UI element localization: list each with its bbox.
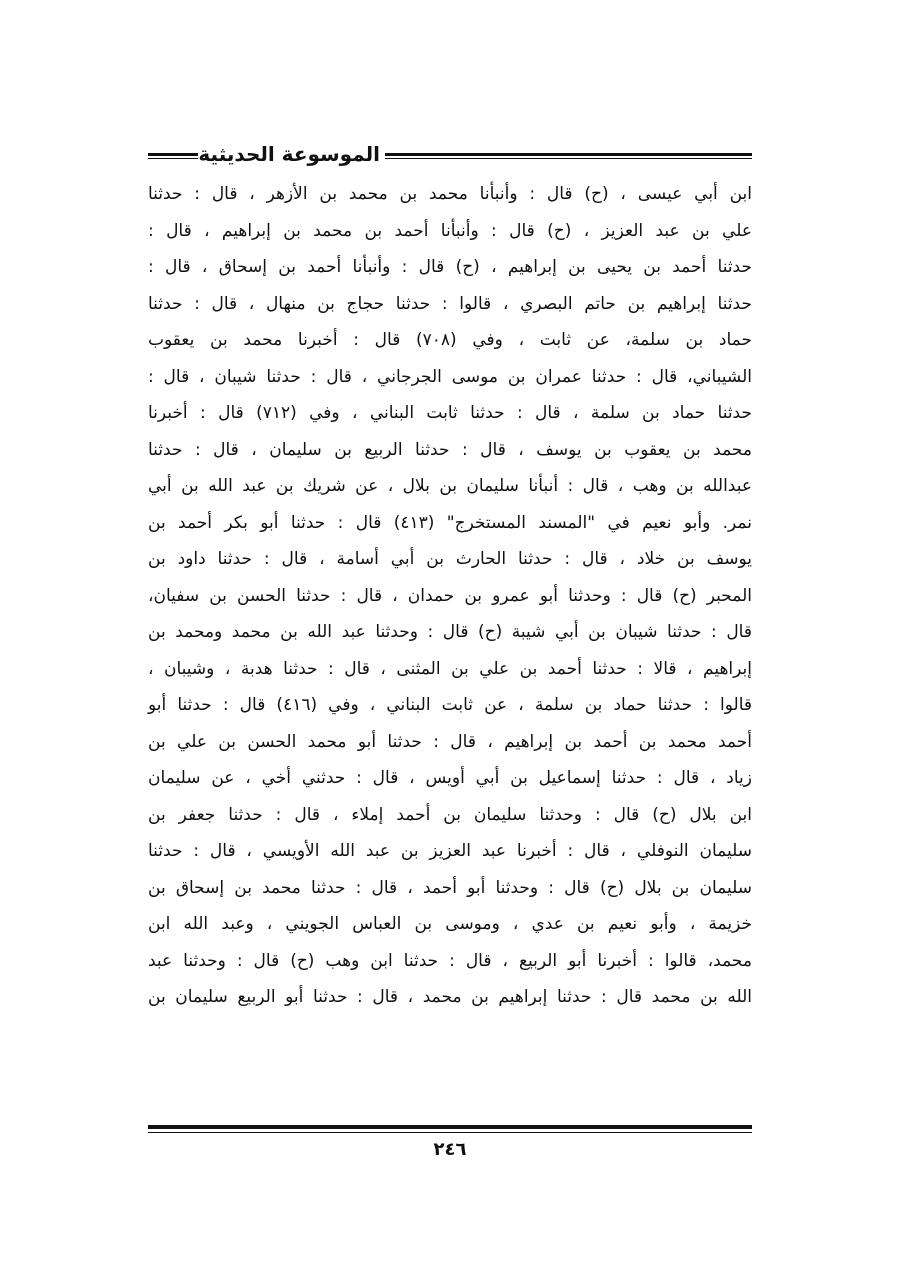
text-line: قالوا : حدثنا حماد بن سلمة ، عن ثابت البناني ، وفي (٤١٦) قال : حدثنا أبو: [148, 695, 752, 715]
text-line: محمد بن يعقوب بن يوسف ، قال : حدثنا الربيع بن سليمان ، قال : حدثنا: [148, 439, 752, 460]
text-line: حدثنا حماد بن سلمة ، قال : حدثنا ثابت البناني ، وفي (٧١٢) قال : أخبرنا: [148, 403, 752, 423]
text-line: حدثنا أحمد بن يحيى بن إبراهيم ، (ح) قال : وأنبأنا أحمد بن إسحاق ، قال :: [148, 257, 752, 277]
text-line: محمد، قالوا : أخبرنا أبو الربيع ، قال : حدثنا ابن وهب (ح) قال : وحدثنا عبد: [148, 950, 752, 971]
header-title: الموسوعة الحديثية: [198, 142, 380, 166]
text-line: أحمد محمد بن أحمد بن إبراهيم ، قال : حدثنا أبو محمد الحسن بن علي بن: [148, 731, 752, 752]
text-line: المحبر (ح) قال : وحدثنا أبو عمرو بن حمدان ، قال : حدثنا الحسن بن سفيان،: [148, 585, 752, 606]
text-line: ابن بلال (ح) قال : وحدثنا سليمان بن أحمد إملاء ، قال : حدثنا جعفر بن: [148, 804, 752, 825]
footer-rule: [148, 1125, 752, 1133]
text-line: إبراهيم ، قالا : حدثنا أحمد بن علي بن المثنى ، قال : حدثنا هدبة ، وشيبان ،: [148, 658, 752, 679]
text-line: الله بن محمد قال : حدثنا إبراهيم بن محمد ، قال : حدثنا أبو الربيع سليمان بن: [148, 987, 752, 1007]
text-line: خزيمة ، وأبو نعيم بن عدي ، وموسى بن العباس الجويني ، وعبد الله ابن: [148, 914, 752, 934]
text-line: علي بن عبد العزيز ، (ح) قال : وأنبأنا أحمد بن محمد بن إبراهيم ، قال :: [148, 220, 752, 241]
header-rule-left: [148, 153, 198, 159]
running-header: [148, 140, 752, 170]
text-line: ابن أبي عيسى ، (ح) قال : وأنبأنا محمد بن محمد بن الأزهر ، قال : حدثنا: [148, 184, 752, 204]
text-line: عبدالله بن وهب ، قال : أنبأنا سليمان بن بلال ، عن شريك بن عبد الله بن أبي: [148, 476, 752, 496]
page-number: ٢٤٦: [433, 1139, 467, 1160]
text-line: نمر. وأبو نعيم في "المسند المستخرج" (٤١٣) قال : حدثنا أبو بكر أحمد بن: [148, 512, 752, 533]
text-line: قال : حدثنا شيبان بن أبي شيبة (ح) قال : وحدثنا عبد الله بن محمد ومحمد بن: [148, 622, 752, 642]
text-line: زياد ، قال : حدثنا إسماعيل بن أبي أويس ، قال : حدثني أخي ، عن سليمان: [148, 768, 752, 788]
header-rule-right: [385, 153, 752, 159]
text-line: يوسف بن خلاد ، قال : حدثنا الحارث بن أبي أسامة ، قال : حدثنا داود بن: [148, 549, 752, 569]
text-line: حماد بن سلمة، عن ثابت ، وفي (٧٠٨) قال : أخبرنا محمد بن يعقوب: [148, 330, 752, 350]
text-line: سليمان النوفلي ، قال : أخبرنا عبد العزيز بن عبد الله الأويسي ، قال : حدثنا: [148, 841, 752, 861]
text-line: الشيباني، قال : حدثنا عمران بن موسى الجرجاني ، قال : حدثنا شيبان ، قال :: [148, 366, 752, 387]
text-line: سليمان بن بلال (ح) قال : وحدثنا أبو أحمد ، قال : حدثنا محمد بن إسحاق بن: [148, 877, 752, 898]
text-line: حدثنا إبراهيم بن حاتم البصري ، قالوا : حدثنا حجاج بن منهال ، قال : حدثنا: [148, 293, 752, 314]
body-text: [148, 176, 752, 1016]
